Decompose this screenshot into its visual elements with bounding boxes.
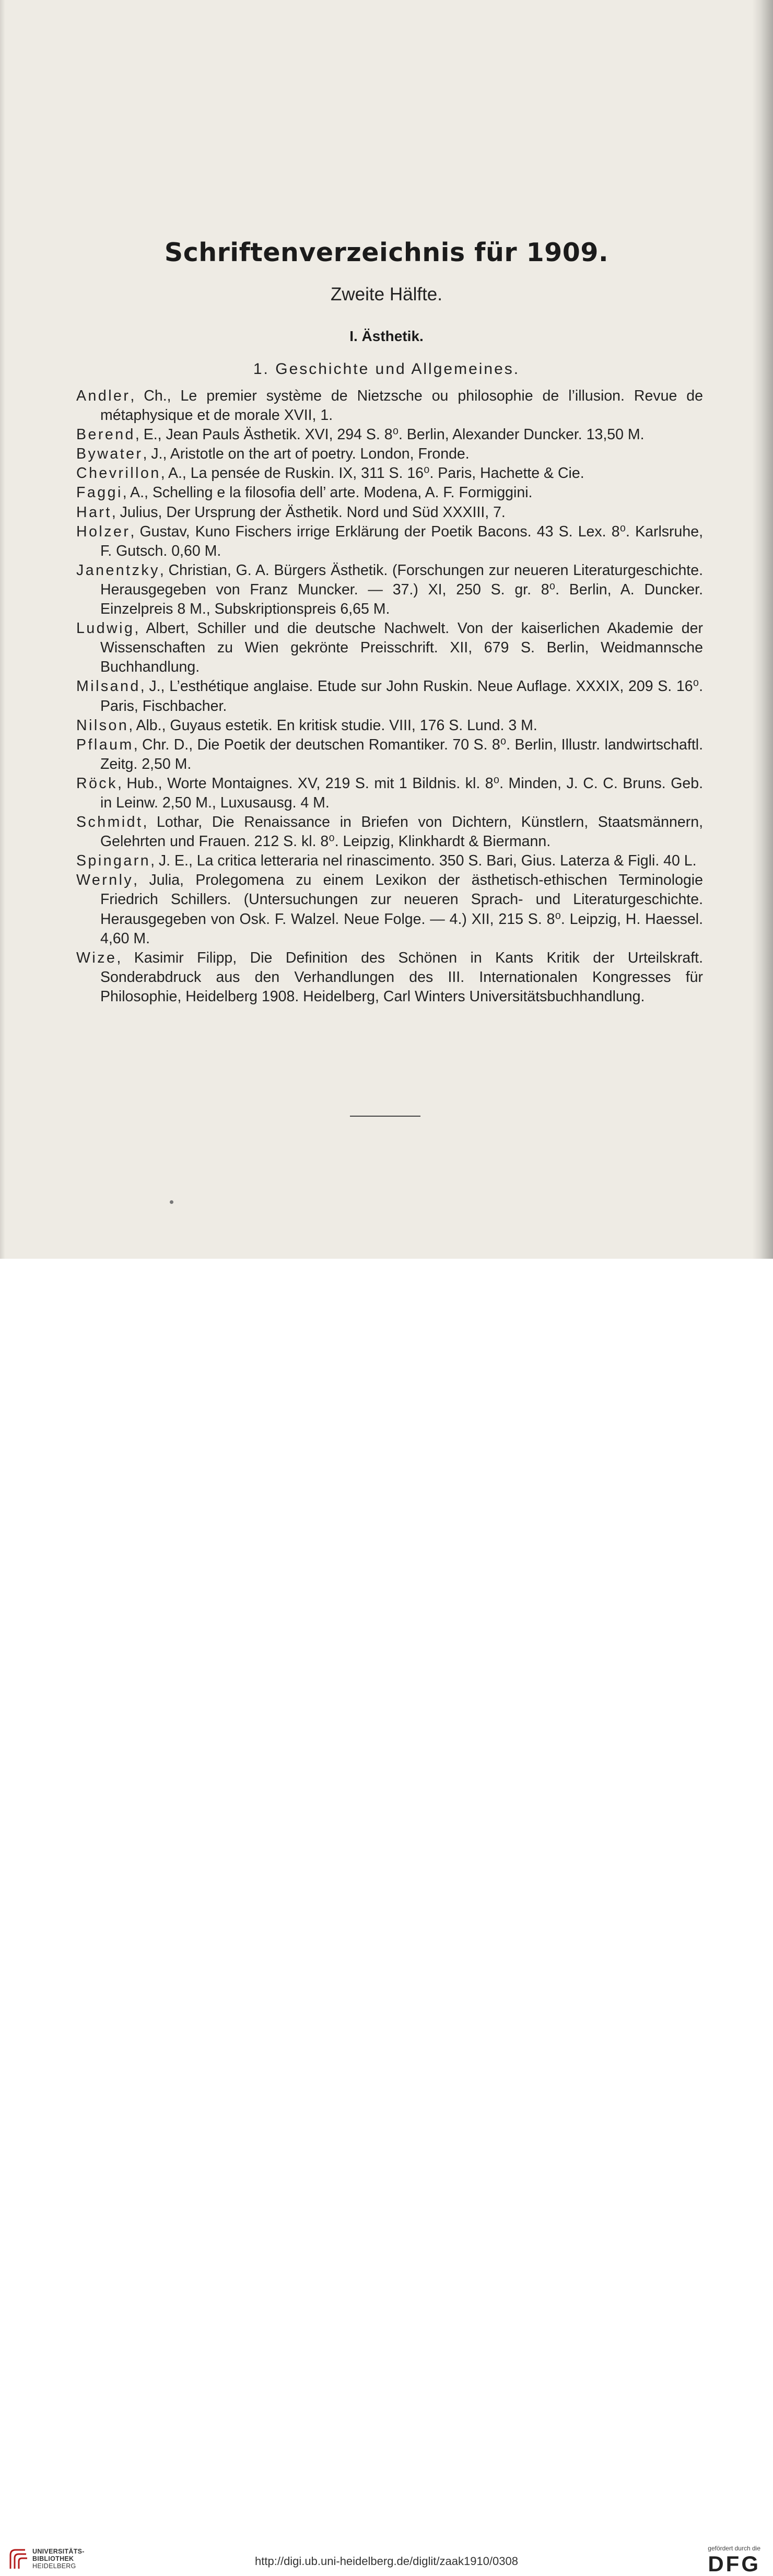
bibliography-entry bbox=[76, 735, 703, 774]
page-subtitle: Zweite Hälfte. bbox=[331, 284, 442, 305]
entry-details: , J., L’esthétique anglaise. Etude sur John Ruskin. Neue Auflage. XXXIX, 209 S. 16⁰. Paris, Fischbacher. bbox=[100, 678, 703, 715]
entry-author: Milsand bbox=[76, 678, 140, 695]
bibliography-entry bbox=[76, 483, 703, 502]
bibliography-entry bbox=[76, 522, 703, 561]
entry-details: , Ch., Le premier système de Nietzsche ou philosophie de l’illusion. Revue de métaphysique et de morale XVII, 1. bbox=[100, 388, 703, 424]
bibliography-entry bbox=[76, 677, 703, 716]
entry-details: , J., Aristotle on the art of poetry. London, Fronde. bbox=[143, 446, 470, 463]
entry-author: Schmidt bbox=[76, 814, 143, 831]
entry-details: , Julius, Der Ursprung der Ästhetik. Nord und Süd XXXIII, 7. bbox=[111, 504, 506, 521]
entry-details: , A., Schelling e la filosofia dell’ arte. Modena, A. F. Formiggini. bbox=[122, 484, 533, 501]
bibliography-entry bbox=[76, 871, 703, 948]
page-title: Schriftenverzeichnis für 1909. bbox=[164, 238, 609, 267]
bibliography-list bbox=[76, 387, 703, 1006]
entry-details: , E., Jean Pauls Ästhetik. XVI, 294 S. 8⁰. Berlin, Alexander Duncker. 13,50 M. bbox=[135, 426, 645, 443]
library-name-line-3: HEIDELBERG bbox=[32, 2562, 76, 2570]
entry-details: , J. E., La critica letteraria nel rinascimento. 350 S. Bari, Gius. Laterza & Figli. 40 L. bbox=[150, 852, 697, 870]
entry-details: , Hub., Worte Montaignes. XV, 219 S. mit 1 Bildnis. kl. 8⁰. Minden, J. C. C. Bruns. Geb. in Leinw. 2,50 M., Luxusausg. 4 M. bbox=[100, 775, 703, 811]
entry-details: , Julia, Prolegomena zu einem Lexikon der ästhetisch-ethischen Terminologie Friedrich Schillers. (Untersuchungen zur neueren Sprach- und Literaturgeschichte. Herausgegeben von Osk. F. Walzel. Neue Folge. — 4.) XII, 215 S. 8⁰. Leipzig, H. Haessel. 4,60 M. bbox=[100, 872, 703, 947]
entry-author: Wernly bbox=[76, 872, 134, 889]
entry-author: Pflaum bbox=[76, 736, 134, 753]
entry-author: Ludwig bbox=[76, 620, 135, 637]
entry-author: Nilson bbox=[76, 717, 129, 734]
funder-block bbox=[682, 2545, 760, 2576]
dfg-logo[interactable]: DFG bbox=[708, 2551, 760, 2576]
closing-rule bbox=[350, 1116, 420, 1117]
bibliography-entry bbox=[76, 387, 703, 425]
bibliography-entry bbox=[76, 561, 703, 619]
bibliography-entry bbox=[76, 851, 703, 871]
entry-details: , Gustav, Kuno Fischers irrige Erklärung der Poetik Bacons. 43 S. Lex. 8⁰. Karlsruhe, F. Gutsch. 0,60 M. bbox=[100, 523, 703, 559]
funded-by-label: gefördert durch die bbox=[708, 2545, 760, 2552]
entry-details: , Lothar, Die Renaissance in Briefen von Dichtern, Künstlern, Staatsmännern, Gelehrten und Frauen. 212 S. kl. 8⁰. Leipzig, Klinkhardt & Biermann. bbox=[100, 814, 703, 850]
entry-details: , A., La pensée de Ruskin. IX, 311 S. 16⁰. Paris, Hachette & Cie. bbox=[160, 465, 584, 482]
entry-author: Hart bbox=[76, 504, 112, 521]
entry-author: Bywater bbox=[76, 446, 143, 463]
binding-shadow bbox=[752, 0, 773, 1259]
bibliography-entry bbox=[76, 949, 703, 1006]
entry-details: , Alb., Guyaus estetik. En kritisk studie. VIII, 176 S. Lund. 3 M. bbox=[128, 717, 537, 734]
entry-author: Andler bbox=[76, 388, 131, 404]
subsection-heading: 1. Geschichte und Allgemeines. bbox=[253, 360, 520, 378]
bibliography-entry bbox=[76, 464, 703, 483]
entry-author: Berend bbox=[76, 426, 135, 443]
entry-author: Holzer bbox=[76, 523, 131, 540]
entry-author: Wize bbox=[76, 949, 117, 966]
entry-author: Janentzky bbox=[76, 561, 160, 579]
viewer-footer bbox=[0, 1259, 773, 2576]
entry-details: , Albert, Schiller und die deutsche Nachwelt. Von der kaiserlichen Akademie der Wissenschaften zu Wien gekrönte Preisschrift. XII, 679 S. Berlin, Weidmannsche Buchhandlung. bbox=[100, 620, 703, 676]
entry-author: Chevrillon bbox=[76, 465, 161, 482]
bibliography-entry bbox=[76, 774, 703, 813]
entry-details: , Chr. D., Die Poetik der deutschen Romantiker. 70 S. 8⁰. Berlin, Illustr. landwirtschaftl. Zeitg. 2,50 M. bbox=[100, 736, 703, 772]
entry-author: Spingarn bbox=[76, 852, 151, 870]
bibliography-entry bbox=[76, 619, 703, 677]
library-name-line-2: BIBLIOTHEK bbox=[32, 2555, 74, 2562]
scanned-page bbox=[0, 0, 773, 1259]
entry-details: , Christian, G. A. Bürgers Ästhetik. (Forschungen zur neueren Literaturgeschichte. Herausgegeben von Franz Muncker. — 37.) XI, 250 S. gr. 8⁰. Berlin, A. Duncker. Einzelpreis 8 M., Subskriptionspreis 6,65 M. bbox=[100, 561, 703, 618]
bibliography-entry bbox=[76, 716, 703, 735]
entry-details: , Kasimir Filipp, Die Definition des Schönen in Kants Kritik der Urteilskraft. Sonderabdruck aus den Verhandlungen des III. Internationalen Kongresses für Philosophie, Heidelberg 1908. Heidelberg, Carl Winters Universitätsbuchhandlung. bbox=[100, 949, 703, 1005]
bibliography-entry bbox=[76, 503, 703, 522]
bibliography-entry bbox=[76, 813, 703, 851]
permalink-url[interactable]: http://digi.ub.uni-heidelberg.de/diglit/zaak1910/0308 bbox=[255, 2555, 518, 2568]
page-edge-shadow bbox=[0, 0, 5, 1259]
library-name-line-1: UNIVERSITÄTS- bbox=[32, 2548, 85, 2555]
bibliography-entry bbox=[76, 425, 703, 444]
section-heading: I. Ästhetik. bbox=[349, 328, 424, 344]
paper-speck bbox=[170, 1200, 173, 1204]
entry-author: Röck bbox=[76, 775, 118, 792]
entry-author: Faggi bbox=[76, 484, 123, 501]
bibliography-entry bbox=[76, 444, 703, 464]
